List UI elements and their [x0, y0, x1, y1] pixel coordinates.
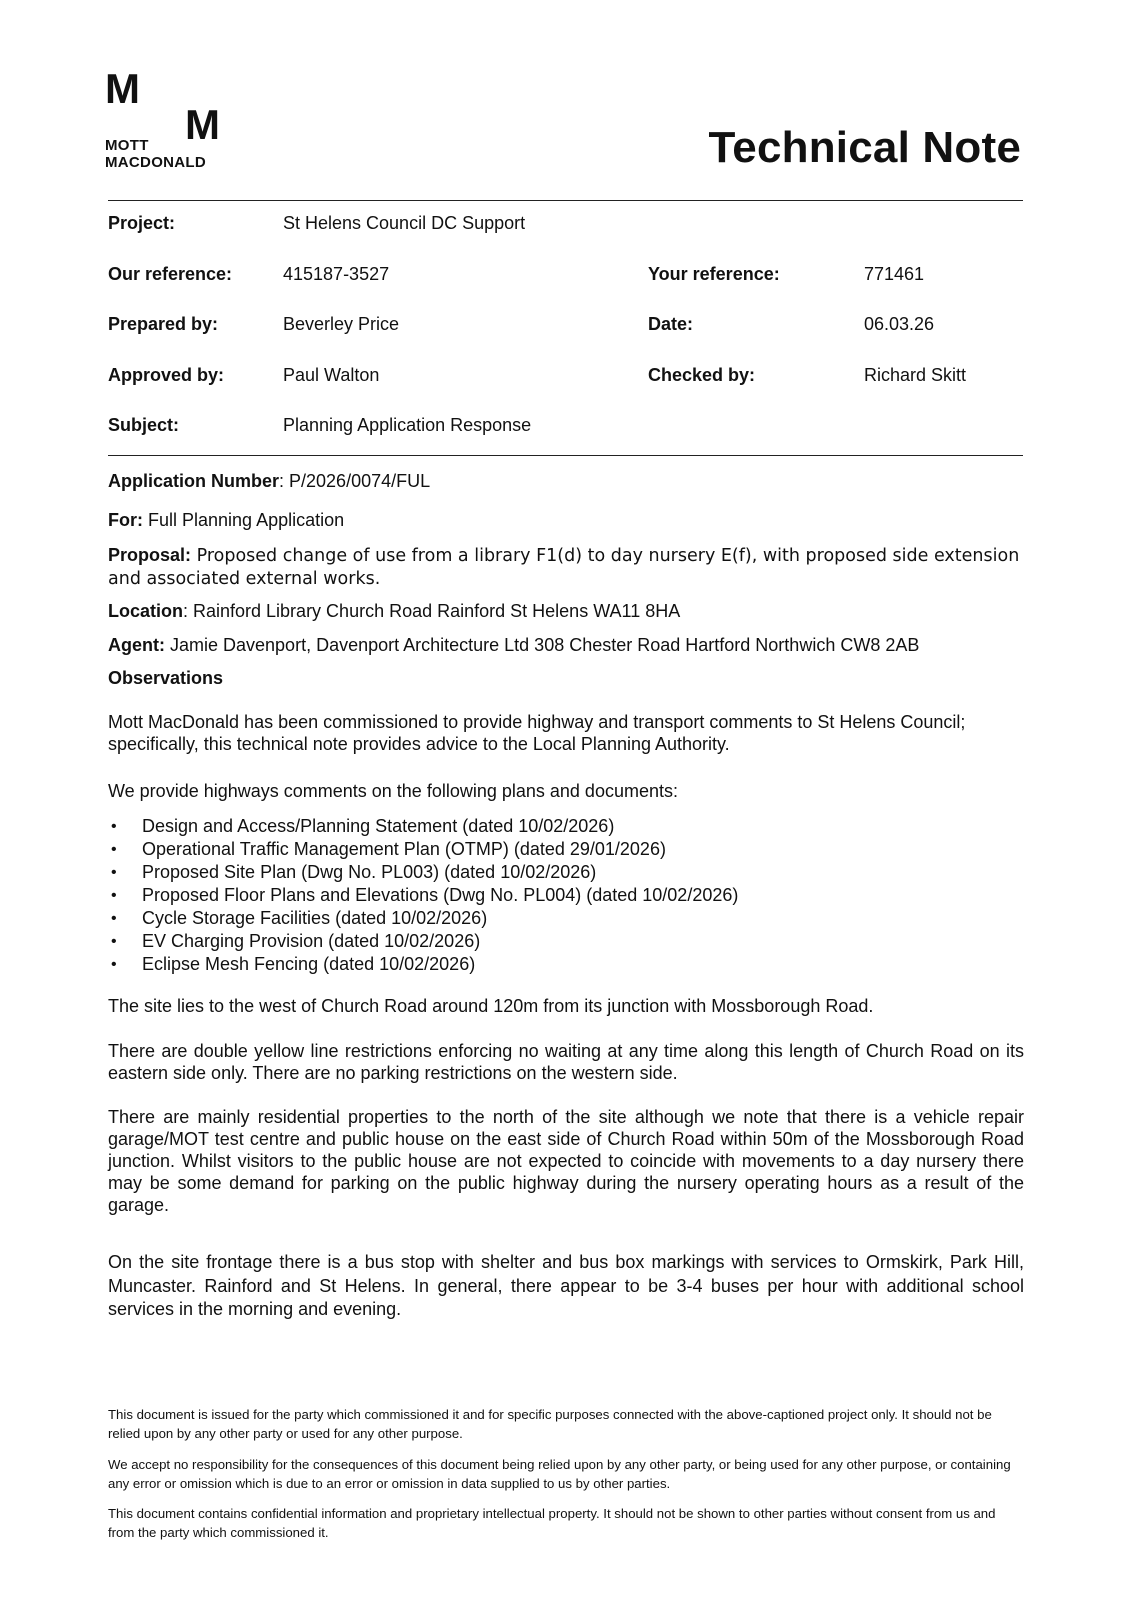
logo-mark-bottom: M	[185, 101, 219, 148]
subject-label: Subject:	[108, 415, 180, 435]
restrictions-paragraph: There are double yellow line restrictions enforcing no waiting at any time along this length of Church Road on its eastern side only. There are no parking restrictions on the western side.	[108, 1041, 1024, 1083]
our-reference-value: 415187-3527	[283, 264, 390, 284]
list-item: • Cycle Storage Facilities (dated 10/02/2026)	[111, 908, 488, 928]
list-item: • Proposed Site Plan (Dwg No. PL003) (dated 10/02/2026)	[111, 862, 597, 882]
footer-disclaimer-1: This document is issued for the party which commissioned it and for specific purposes connected with the above-captioned project only. It should not be relied upon by any other party or used for any other purpose.	[108, 1407, 992, 1441]
proposal	[108, 544, 1024, 591]
bullet-icon: •	[111, 956, 117, 973]
application-number	[108, 470, 1024, 492]
agent	[108, 634, 1024, 656]
location-value: : Rainford Library Church Road Rainford St Helens WA11 8HA	[183, 601, 681, 621]
prepared-by-value: Beverley Price	[283, 314, 400, 334]
agent-label: Agent:	[108, 635, 165, 655]
plans-intro: We provide highways comments on the following plans and documents:	[108, 781, 678, 801]
logo-wordmark-mott: MOTT	[105, 137, 149, 154]
agent-value: Jamie Davenport, Davenport Architecture Ltd 308 Chester Road Hartford Northwich CW8 2AB	[165, 635, 920, 655]
site-paragraph: The site lies to the west of Church Road around 120m from its junction with Mossborough Road.	[108, 996, 874, 1016]
footer-disclaimer-2: We accept no responsibility for the consequences of this document being relied upon by any other party, or being used for any other purpose, or containing any error or omission which is due to an error or omission in data supplied to us by other parties.	[108, 1457, 1011, 1491]
list-item: • Eclipse Mesh Fencing (dated 10/02/2026)	[111, 954, 476, 974]
for-value: Full Planning Application	[143, 510, 345, 530]
bullet-icon: •	[111, 887, 117, 904]
project-label: Project:	[108, 213, 176, 233]
checked-by-label: Checked by:	[648, 365, 756, 385]
application-number-value: : P/2026/0074/FUL	[279, 471, 431, 491]
approved-by-label: Approved by:	[108, 365, 225, 385]
your-reference-value: 771461	[864, 264, 925, 284]
bullet-icon: •	[111, 818, 117, 835]
date-value: 06.03.26	[864, 314, 935, 334]
documents-list	[108, 815, 1008, 976]
observations-heading: Observations	[108, 668, 224, 688]
application-number-label: Application Number	[108, 471, 280, 491]
prepared-by-label: Prepared by:	[108, 314, 219, 334]
subject-value: Planning Application Response	[283, 415, 532, 435]
location	[108, 600, 1024, 622]
list-item: • Design and Access/Planning Statement (dated 10/02/2026)	[111, 816, 615, 836]
checked-by-value: Richard Skitt	[864, 365, 967, 385]
header-bottom-rule	[108, 455, 1023, 456]
approved-by-value: Paul Walton	[283, 365, 380, 385]
date-label: Date:	[648, 314, 694, 334]
logo-wordmark-macdonald: MACDONALD	[105, 154, 207, 171]
bullet-icon: •	[111, 910, 117, 927]
proposal-value: Proposed change of use from a library F1(d) to day nursery E(f), with proposed side extension and associated external works.	[108, 546, 1020, 589]
residential-paragraph: There are mainly residential properties to the north of the site although we note that there is a vehicle repair garage/MOT test centre and public house on the east side of Church Road within 50m of the Mossborough Road junction. Whilst visitors to the public house are not expected to coincide with movements to a day nursery there may be some demand for parking on the public highway during the nursery operating hours as a result of the garage.	[108, 1107, 1024, 1215]
logo-mark-top: M	[105, 65, 139, 112]
bullet-icon: •	[111, 841, 117, 858]
mott-macdonald-logo	[105, 65, 235, 175]
for-label: For:	[108, 510, 143, 530]
bullet-icon: •	[111, 864, 117, 881]
your-reference-label: Your reference:	[648, 264, 780, 284]
proposal-label: Proposal:	[108, 545, 192, 565]
application-for	[108, 509, 1024, 531]
location-label: Location	[108, 601, 183, 621]
list-item: • Proposed Floor Plans and Elevations (Dwg No. PL004) (dated 10/02/2026)	[111, 885, 739, 905]
observations-intro: Mott MacDonald has been commissioned to provide highway and transport comments to St Helens Council; specifically, this technical note provides advice to the Local Planning Authority.	[108, 712, 966, 754]
project-value: St Helens Council DC Support	[283, 213, 526, 233]
header-top-rule	[108, 200, 1023, 201]
bus-paragraph: On the site frontage there is a bus stop with shelter and bus box markings with services to Ormskirk, Park Hill, Muncaster. Rainford and St Helens. In general, there appear to be 3-4 buses per hour with additional school services in the morning and evening.	[108, 1252, 1024, 1319]
footer-disclaimer-3: This document contains confidential information and proprietary intellectual property. It should not be shown to other parties without consent from us and from the party which commissioned it.	[108, 1506, 996, 1540]
list-item: • Operational Traffic Management Plan (OTMP) (dated 29/01/2026)	[111, 839, 666, 859]
our-reference-label: Our reference:	[108, 264, 233, 284]
document-title: Technical Note	[708, 123, 1021, 172]
bullet-icon: •	[111, 933, 117, 950]
list-item: • EV Charging Provision (dated 10/02/2026)	[111, 931, 481, 951]
